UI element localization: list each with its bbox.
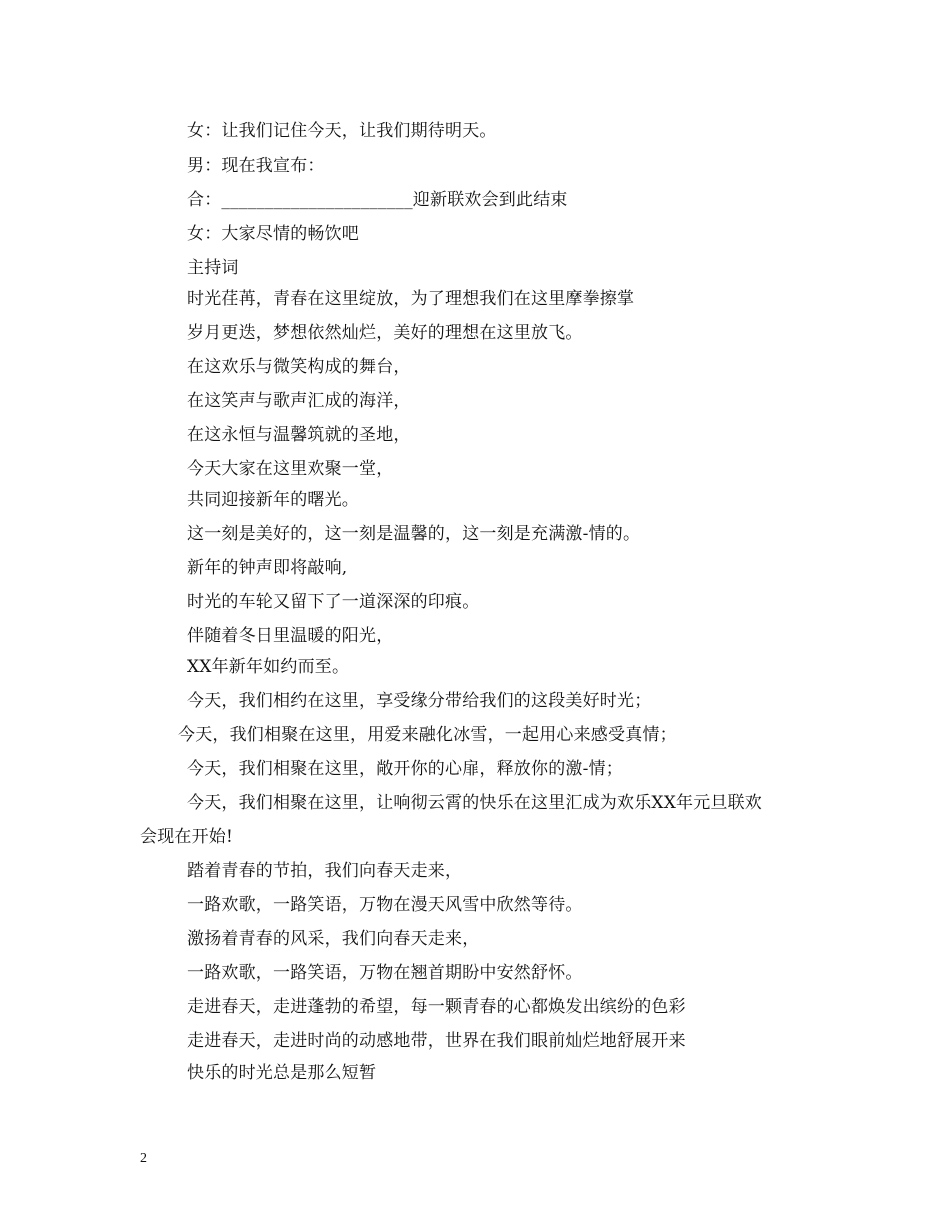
text-line: 激扬着青春的风采，我们向春天走来， xyxy=(187,929,480,949)
text-line: 今天，我们相聚在这里，让响彻云霄的快乐在这里汇成为欢乐XX年元旦联欢 xyxy=(187,793,763,813)
text-line: 会现在开始! xyxy=(140,827,234,847)
text-line: 女：大家尽情的畅饮吧 xyxy=(187,224,359,244)
text-line: 新年的钟声即将敲响, xyxy=(187,558,348,578)
text-line: XX年新年如约而至。 xyxy=(187,657,350,677)
text-line: 共同迎接新年的曙光。 xyxy=(187,490,359,510)
text-line: 今天，我们相聚在这里，敞开你的心扉，释放你的激-情； xyxy=(187,759,623,779)
text-line: 女：让我们记住今天，让我们期待明天。 xyxy=(187,121,497,141)
text-line: 这一刻是美好的，这一刻是温馨的，这一刻是充满激-情的。 xyxy=(187,524,641,544)
text-line: 一路欢歌，一路笑语，万物在漫天风雪中欣然等待。 xyxy=(187,895,583,915)
text-line: 踏着青春的节拍，我们向春天走来， xyxy=(187,861,463,881)
text-line: 合：______________________迎新联欢会到此结束 xyxy=(187,190,568,210)
text-line: 岁月更迭，梦想依然灿烂，美好的理想在这里放飞。 xyxy=(187,323,583,343)
text-line: 时光荏苒，青春在这里绽放，为了理想我们在这里摩拳擦掌 xyxy=(187,289,635,309)
text-line: 走进春天，走进时尚的动感地带，世界在我们眼前灿烂地舒展开来 xyxy=(187,1031,686,1051)
text-line: 在这欢乐与微笑构成的舞台， xyxy=(187,357,411,377)
text-line: 在这笑声与歌声汇成的海洋， xyxy=(187,391,411,411)
text-line: 快乐的时光总是那么短暂 xyxy=(187,1063,377,1083)
text-line: 今天，我们相约在这里，享受缘分带给我们的这段美好时光； xyxy=(187,691,652,711)
page-number: 2 xyxy=(140,1151,147,1166)
text-line: 男：现在我宣布： xyxy=(187,156,325,176)
text-line: 在这永恒与温馨筑就的圣地， xyxy=(187,425,411,445)
section-heading: 主持词 xyxy=(187,258,239,278)
text-line: 今天，我们相聚在这里，用爱来融化冰雪，一起用心来感受真情； xyxy=(178,725,677,745)
text-line: 一路欢歌，一路笑语，万物在翘首期盼中安然舒怀。 xyxy=(187,963,583,983)
text-line: 时光的车轮又留下了一道深深的印痕。 xyxy=(187,592,480,612)
text-line: 走进春天，走进蓬勃的希望，每一颗青春的心都焕发出缤纷的色彩 xyxy=(187,997,686,1017)
text-line: 伴随着冬日里温暖的阳光， xyxy=(187,626,394,646)
text-line: 今天大家在这里欢聚一堂， xyxy=(187,459,394,479)
